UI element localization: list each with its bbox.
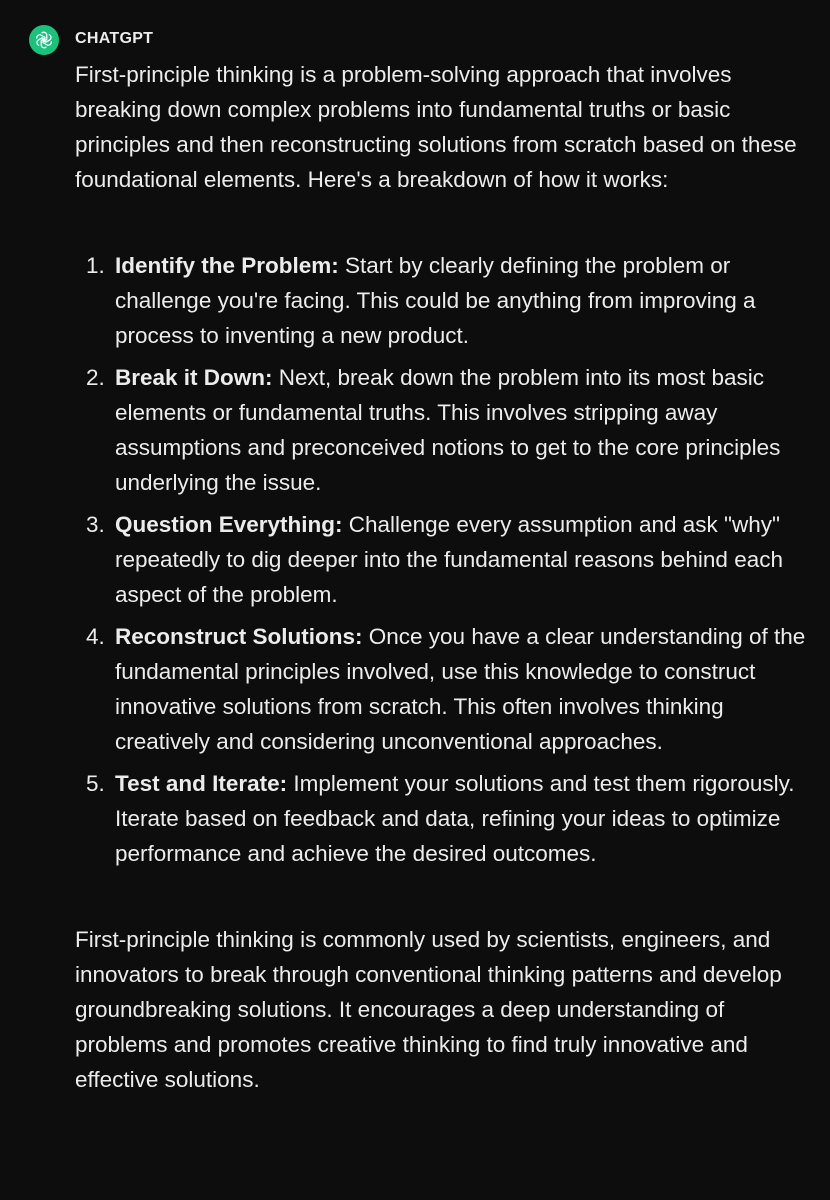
list-item [75,248,810,353]
list-item-number: 4. [86,624,105,649]
list-item-number: 2. [86,365,105,390]
list-item [75,507,810,612]
intro-paragraph: First-principle thinking is a problem-solving approach that involves breaking down complex problems into fundamental truths or basic principles and then reconstructing solutions from scratch based on these foundational elements. Here's a breakdown of how it works: [75,62,797,192]
message-content [75,57,810,1097]
list-item-title: Identify the Problem: [115,253,339,278]
list-item-title: Test and Iterate: [115,771,288,796]
list-item-text: Start by clearly defining the problem or challenge you're facing. This could be anything from improving a process to inventing a new product. [115,253,756,348]
list-item [75,619,810,759]
list-item [75,360,810,500]
list-item-number: 5. [86,771,105,796]
openai-logo-icon [29,25,59,55]
list-item [75,766,810,871]
outro-paragraph: First-principle thinking is commonly used by scientists, engineers, and innovators to break through conventional thinking patterns and develop groundbreaking solutions. It encourages a deep understanding of problems and promotes creative thinking to find truly innovative and effective solutions. [75,927,782,1092]
steps-list [75,248,810,871]
list-item-text: Once you have a clear understanding of the fundamental principles involved, use this knowledge to construct innovative solutions from scratch. This often involves thinking creatively and considering unconventional approaches. [115,624,806,754]
list-item-title: Break it Down: [115,365,273,390]
list-item-text: Challenge every assumption and ask "why" repeatedly to dig deeper into the fundamental reasons behind each aspect of the problem. [115,512,783,607]
list-item-text: Implement your solutions and test them rigorously. Iterate based on feedback and data, refining your ideas to optimize performance and achieve the desired outcomes. [115,771,795,866]
list-item-title: Reconstruct Solutions: [115,624,363,649]
list-item-number: 1. [86,253,105,278]
list-item-text: Next, break down the problem into its most basic elements or fundamental truths. This involves stripping away assumptions and preconceived notions to get to the core principles underlying the issue. [115,365,781,495]
message-author: CHATGPT [75,30,154,47]
list-item-title: Question Everything: [115,512,343,537]
list-item-number: 3. [86,512,105,537]
